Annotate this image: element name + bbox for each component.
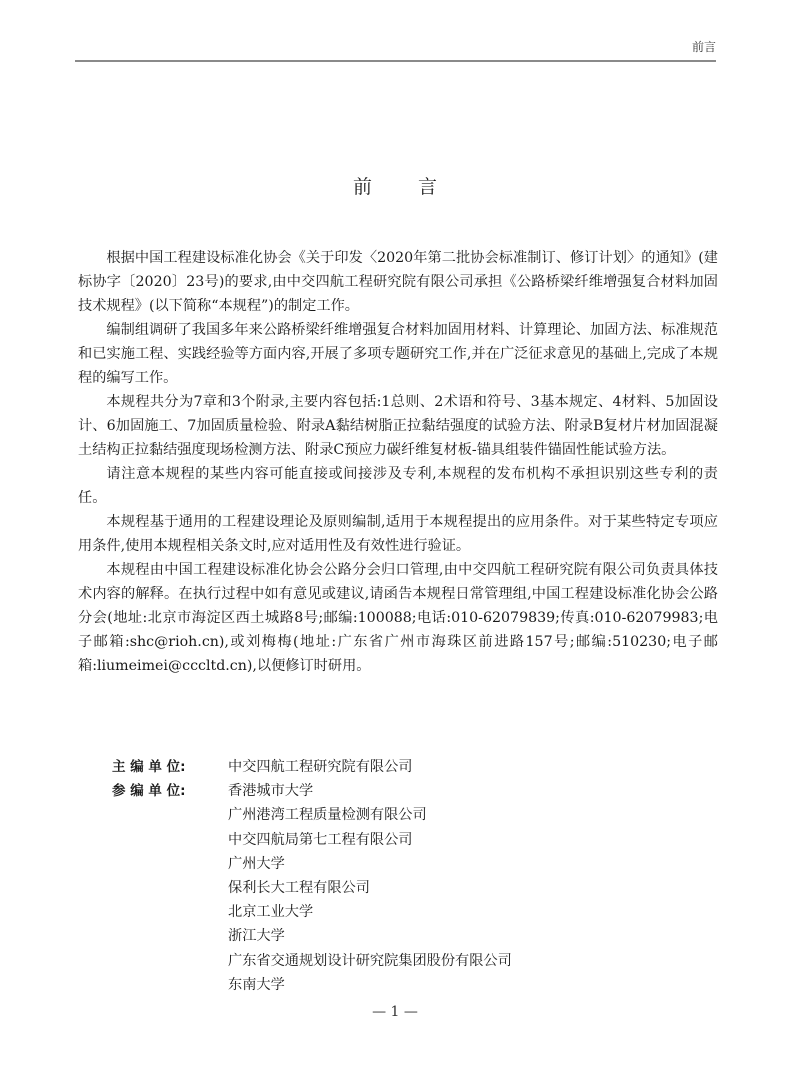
credits-block	[112, 755, 512, 997]
page-number: — 1 —	[372, 1004, 418, 1020]
participant-unit: 东南大学	[228, 976, 285, 993]
paragraph-applicability: 本规程基于通用的工程建设理论及原则编制,适用于本规程提出的应用条件。对于某些特定专项应用条件,使用本规程相关条文时,应对适用性及有效性进行验证。	[78, 514, 718, 554]
participant-unit: 浙江大学	[228, 928, 285, 945]
participant-unit: 广东省交通规划设计研究院集团股份有限公司	[228, 952, 512, 969]
participant-units	[228, 779, 512, 997]
participant-unit: 保利长大工程有限公司	[228, 880, 370, 897]
title-char-2: 言	[418, 176, 438, 198]
chief-editor-label: 主 编 单 位:	[112, 759, 186, 775]
paragraph-patent-notice: 请注意本规程的某些内容可能直接或间接涉及专利,本规程的发布机构不承担识别这些专利的责任。	[78, 466, 718, 506]
participant-unit: 中交四航局第七工程有限公司	[228, 831, 413, 848]
running-header-title: 前言	[691, 40, 716, 54]
paragraph-research: 编制组调研了我国多年来公路桥梁纤维增强复合材料加固用材料、计算理论、加固方法、标准规范和已实施工程、实践经验等方面内容,开展了多项专题研究工作,并在广泛征求意见的基础上,完成了本规程的编写工作。	[78, 322, 718, 386]
participant-unit: 广州大学	[228, 855, 285, 872]
participant-editor-row	[112, 779, 512, 997]
header-rule	[75, 60, 716, 62]
paragraph-contents: 本规程共分为7章和3个附录,主要内容包括:1总则、2术语和符号、3基本规定、4材料、5加固设计、6加固施工、7加固质量检验、附录A黏结树脂正拉黏结强度的试验方法、附录B复材片材加固混凝土结构正拉黏结强度现场检测方法、附录C预应力碳纤维复材板-锚具组装件锚固性能试验方法。	[78, 394, 718, 458]
participant-unit: 北京工业大学	[228, 904, 314, 921]
chief-editor-row	[112, 755, 512, 779]
participant-unit: 香港城市大学	[228, 783, 314, 800]
paragraph-origin: 根据中国工程建设标准化协会《关于印发〈2020年第二批协会标准制订、修订计划〉的通知》(建标协字〔2020〕23号)的要求,由中交四航工程研究院有限公司承担《公路桥梁纤维增强复合材料加固技术规程》(以下简称“本规程”)的制定工作。	[78, 250, 718, 314]
chief-unit: 中交四航工程研究院有限公司	[228, 759, 413, 775]
chief-editor-units	[228, 755, 412, 779]
title-char-1: 前	[352, 176, 372, 198]
preface-body	[78, 246, 718, 678]
paragraph-management-contact: 本规程由中国工程建设标准化协会公路分会归口管理,由中交四航工程研究院有限公司负责具体技术内容的解释。在执行过程中如有意见或建议,请函告本规程日常管理组,中国工程建设标准化协会公路分会(地址:北京市海淀区西土城路8号;邮编:100088;电话:010-62079839;传真:010-62079983;电子邮箱:shc@rioh.cn),或刘梅梅(地址:广东省广州市海珠区前进路157号;邮编:510230;电子邮箱:liumeimei@cccltd.cn),以便修订时研用。	[78, 562, 718, 674]
participant-editor-label: 参 编 单 位:	[112, 783, 186, 800]
participant-unit: 广州港湾工程质量检测有限公司	[228, 807, 427, 824]
page-title	[0, 172, 790, 199]
